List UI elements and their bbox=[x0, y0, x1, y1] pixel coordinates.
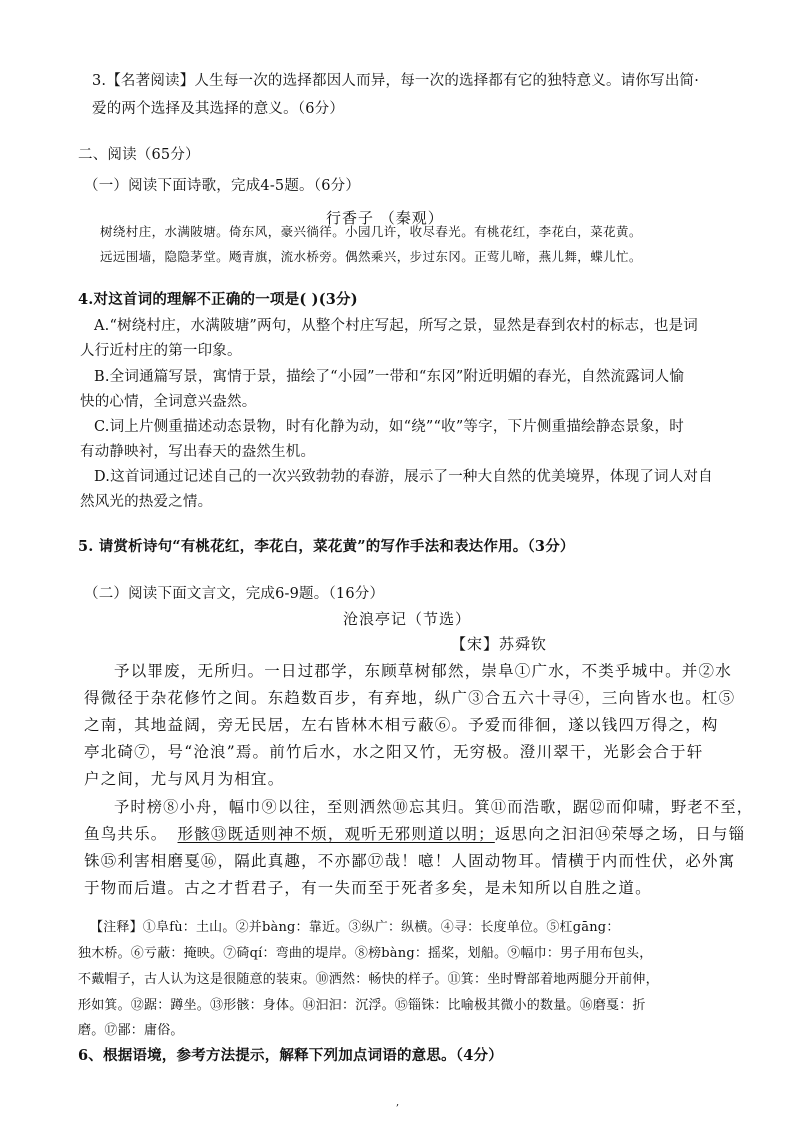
essay-p2-line2 bbox=[84, 824, 745, 844]
q4-option-a-line1: A.“树绕村庄，水满陂塘”两句，从整个村庄写起，所写之景，显然是春到农村的标志，也是词 bbox=[94, 318, 699, 334]
essay-p1-line3: 之南，其地益阔，旁无民居，左右皆林木相亏蔽⑥。予爱而徘徊，遂以钱四万得之，构 bbox=[84, 716, 719, 734]
essay-title: 沧浪亭记（节选） bbox=[343, 610, 472, 628]
section2-heading: 二、阅读（65分） bbox=[78, 147, 200, 163]
q3-line2: 爱的两个选择及其选择的意义。（6分） bbox=[92, 101, 345, 117]
notes-line5: 磨。⑰鄙：庸俗。 bbox=[78, 1023, 184, 1038]
part2-heading: （二）阅读下面文言文，完成6-9题。（16分） bbox=[84, 586, 385, 602]
essay-p1-line5: 户之间，尤与风月为相宜。 bbox=[84, 770, 285, 788]
part1-heading: （一）阅读下面诗歌，完成4-5题。（6分） bbox=[84, 178, 361, 194]
essay-p2-line1: 予时榜⑧小舟，幅巾⑨以往，至则洒然⑩忘其归。箕⑪而浩歌，踞⑫而仰啸，野老不至， bbox=[114, 798, 754, 816]
notes-line4: 形如箕。⑫踞：蹲坐。⑬形骸：身体。⑭汩汩：沉浮。⑮锱铢：比喻极其微小的数量。⑯磨戛：折 bbox=[78, 998, 646, 1013]
essay-p2-line3: 铢⑮利害相磨戛⑯，隔此真趣，不亦鄙⑰哉！噫！人固动物耳。情横于内而性伏，必外寓 bbox=[84, 852, 736, 870]
essay-author: 【宋】苏舜钦 bbox=[451, 635, 548, 653]
q4-option-b-line1: B.全词通篇写景，寓情于景，描绘了“小园”一带和“东冈”附近明媚的春光，自然流露词人愉 bbox=[94, 369, 685, 385]
q4-option-d-line1: D.这首词通过记述自己的一次兴致勃勃的春游，展示了一种大自然的优美境界，体现了词人对自 bbox=[94, 469, 713, 485]
q4-option-c-line2: 有动静映衬，写出春天的盎然生机。 bbox=[80, 444, 316, 460]
essay-p1-line4: 亭北碕⑦，号“沧浪”焉。前竹后水，水之阳又竹，无穷极。澄川翠干，光影会合于轩 bbox=[84, 743, 704, 761]
notes-line3: 不戴帽子，古人认为这是很随意的装束。⑩洒然：畅快的样子。⑪箕：坐时臀部着地两腿分开前伸， bbox=[78, 972, 659, 987]
scan-mark: , bbox=[396, 1097, 400, 1108]
q4-option-c-line1: C.词上片侧重描述动态景物，时有化静为动，如“绕”“收”等字，下片侧重描绘静态景象，时 bbox=[94, 419, 684, 435]
notes-line1: 【注释】①阜fù：土山。②并bàng：靠近。③纵广：纵横。④寻：长度单位。⑤杠gāng： bbox=[90, 920, 620, 935]
poem-line-2: 远远围墙，隐隐茅堂。飏青旗，流水桥旁。偶然乘兴，步过东冈。正莺儿啼，燕儿舞，蝶儿忙。 bbox=[100, 249, 642, 264]
notes-line2: 独木桥。⑥亏蔽：掩映。⑦碕qí：弯曲的堤岸。⑧榜bàng：摇桨，划船。⑨幅巾：男子用布包头， bbox=[78, 946, 653, 961]
essay-p2-line2-start: 鱼鸟共乐。 bbox=[84, 825, 168, 843]
q5-stem: 5. 请赏析诗句“有桃花红，李花白，菜花黄”的写作手法和表达作用。（3分） bbox=[78, 538, 575, 555]
q4-stem: 4.对这首词的理解不正确的一项是( )(3分) bbox=[78, 291, 358, 308]
poem-line-1: 树绕村庄，水满陂塘。倚东风，豪兴徜徉。小园几许，收尽春光。有桃花红，李花白，菜花黄。 bbox=[100, 224, 642, 239]
q3-line1: 3.【名著阅读】人生每一次的选择都因人而异，每一次的选择都有它的独特意义。请你写出简· bbox=[92, 73, 700, 89]
essay-p1-line1: 予以罪废，无所归。一日过郡学，东顾草树郁然，崇阜①广水，不类乎城中。并②水 bbox=[114, 662, 732, 680]
poem-title: 行香子 （秦观） bbox=[326, 209, 444, 227]
q4-option-d-line2: 然风光的热爱之情。 bbox=[80, 494, 213, 510]
essay-underlined-sentence: 形骸⑬既适则神不烦，观听无邪则道以明； bbox=[177, 825, 495, 843]
q4-option-a-line2: 人行近村庄的第一印象。 bbox=[80, 343, 242, 359]
essay-p2-line4: 于物而后遣。古之才哲君子，有一失而至于死者多矣，是未知所以自胜之道。 bbox=[84, 879, 652, 897]
q4-option-b-line2: 快的心情，全词意兴盎然。 bbox=[80, 394, 257, 410]
essay-p1-line2: 得微径于杂花修竹之间。东趋数百步，有弃地，纵广③合五六十寻④，三向皆水也。杠⑤ bbox=[84, 689, 736, 707]
q6-stem: 6、根据语境，参考方法提示，解释下列加点词语的意思。（4分） bbox=[78, 1047, 503, 1064]
essay-p2-line2-end: 返思向之汩汩⑭荣辱之场，日与锱 bbox=[494, 825, 746, 843]
